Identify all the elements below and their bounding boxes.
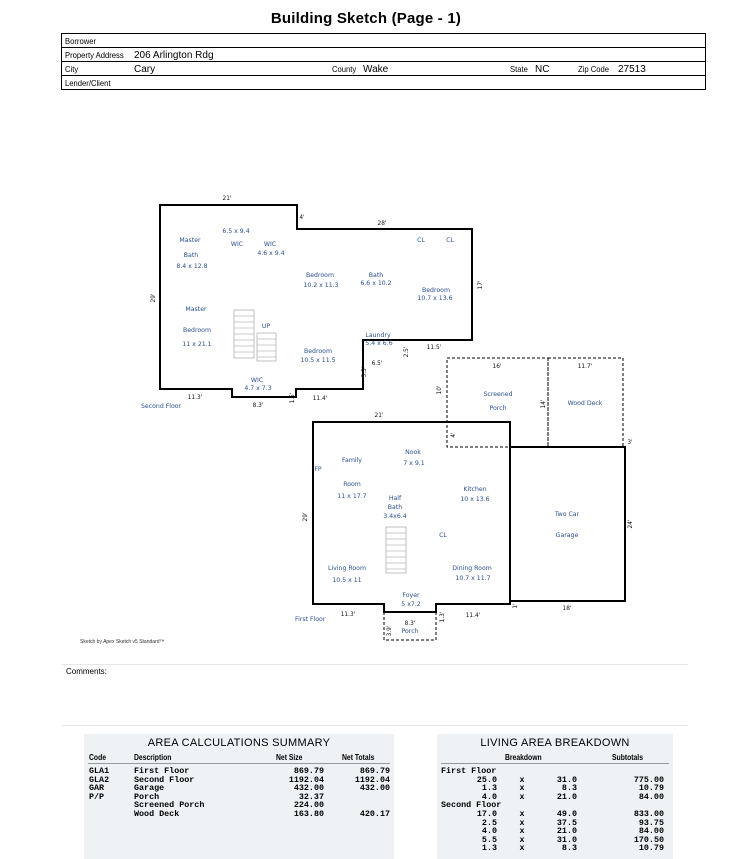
- breakdown-dim-a: 1.3: [481, 783, 497, 794]
- county-value: Wake: [363, 64, 389, 75]
- svg-text:10.5 x 11.5: 10.5 x 11.5: [300, 357, 336, 364]
- svg-text:16': 16': [492, 364, 502, 370]
- zip-value: 27513: [618, 64, 646, 75]
- svg-text:Foyer: Foyer: [402, 592, 420, 599]
- breakdown-dim-a: 1.3: [481, 843, 497, 854]
- breakdown-dim-a: 17.0: [476, 809, 497, 819]
- svg-text:2.5': 2.5': [404, 346, 410, 358]
- area-summary-cell: 1192.04: [354, 774, 390, 785]
- svg-text:Bath: Bath: [183, 252, 199, 259]
- svg-text:Bedroom: Bedroom: [183, 327, 211, 334]
- svg-text:Porch: Porch: [401, 628, 419, 635]
- svg-text:18': 18': [562, 606, 572, 612]
- area-summary-cell: 224.00: [293, 800, 324, 811]
- first-floor-stairs: [386, 527, 406, 573]
- svg-text:11 x 17.7: 11 x 17.7: [337, 493, 367, 500]
- svg-text:Family: Family: [342, 457, 362, 464]
- breakdown-subtotal: 84.00: [638, 791, 664, 802]
- svg-text:Bedroom: Bedroom: [306, 272, 334, 279]
- living-breakdown-title: LIVING AREA BREAKDOWN: [480, 737, 630, 749]
- area-summary-cell: 869.79: [359, 766, 390, 776]
- svg-text:Dining Room: Dining Room: [452, 565, 492, 572]
- breakdown-dim-b: 31.0: [556, 834, 577, 845]
- col-description: Description: [134, 753, 172, 762]
- svg-text:11.5': 11.5': [426, 345, 442, 351]
- front-porch-labels: [387, 621, 419, 636]
- header-rule: [88, 763, 390, 764]
- second-floor-dimensions: [151, 196, 484, 409]
- svg-text:1': 1': [513, 603, 519, 609]
- breakdown-subtotal: 10.79: [638, 783, 664, 794]
- svg-text:Bath: Bath: [368, 272, 384, 279]
- svg-text:10.5 x 11: 10.5 x 11: [332, 577, 362, 584]
- breakdown-times: x: [519, 826, 525, 837]
- county-label: County: [332, 64, 357, 74]
- svg-text:Half: Half: [388, 495, 402, 502]
- area-summary-cell: Porch: [134, 791, 160, 802]
- breakdown-times: x: [519, 843, 525, 854]
- svg-text:11.7': 11.7': [577, 364, 593, 370]
- svg-text:Bath: Bath: [387, 504, 403, 511]
- svg-text:Living Room: Living Room: [328, 565, 366, 572]
- area-summary-cell: GLA1: [89, 766, 110, 776]
- divider: [62, 725, 688, 726]
- area-summary-cell: Wood Deck: [134, 809, 180, 819]
- svg-text:WIC: WIC: [250, 377, 264, 384]
- svg-text:29': 29': [151, 293, 157, 303]
- svg-text:Bedroom: Bedroom: [422, 287, 450, 294]
- breakdown-subtotal: 10.79: [638, 843, 664, 854]
- area-summary-cell: 432.00: [359, 783, 390, 794]
- svg-text:29': 29': [303, 512, 309, 522]
- page-title: Building Sketch (Page - 1): [270, 10, 462, 27]
- svg-text:3.4x6.4: 3.4x6.4: [383, 513, 407, 520]
- area-summary-cell: Second Floor: [134, 774, 195, 785]
- svg-text:10 x 13.6: 10 x 13.6: [460, 496, 490, 503]
- breakdown-subtotal: 84.00: [638, 826, 664, 837]
- area-summary-cell: GAR: [89, 783, 105, 794]
- second-floor-rooms: [176, 228, 454, 395]
- first-floor-label: First Floor: [295, 616, 326, 623]
- area-summary-cell: Screened Porch: [134, 800, 205, 811]
- svg-text:Room: Room: [343, 481, 361, 488]
- svg-text:11 x 21.1: 11 x 21.1: [182, 341, 212, 348]
- breakdown-dim-a: 4.0: [481, 791, 497, 802]
- svg-text:Master: Master: [179, 237, 201, 244]
- header-rule: [441, 763, 669, 764]
- svg-text:Porch: Porch: [489, 405, 507, 412]
- breakdown-dim-a: 5.5: [481, 834, 497, 845]
- col-net-size: Net Size: [276, 753, 303, 762]
- svg-text:5 x7.2: 5 x7.2: [401, 601, 421, 608]
- col-breakdown: Breakdown: [505, 753, 542, 762]
- screened-porch-outline: [447, 358, 548, 447]
- svg-text:UP: UP: [261, 323, 271, 330]
- svg-text:Two Car: Two Car: [554, 511, 580, 518]
- svg-text:14': 14': [541, 399, 547, 409]
- breakdown-times: x: [519, 817, 525, 828]
- living-area-panel: [437, 734, 673, 859]
- svg-text:5.5': 5.5': [362, 366, 368, 378]
- state-value: NC: [535, 64, 550, 75]
- breakdown-subtotal: 170.50: [633, 834, 664, 845]
- breakdown-dim-b: 8.3: [561, 783, 577, 794]
- svg-text:11.3': 11.3': [187, 395, 203, 401]
- city-label: City: [65, 64, 79, 74]
- breakdown-group: First Floor: [441, 766, 497, 776]
- breakdown-group: Second Floor: [441, 800, 502, 811]
- address-label: Property Address: [65, 50, 124, 60]
- svg-text:11.4': 11.4': [465, 613, 481, 619]
- breakdown-times: x: [519, 774, 525, 785]
- svg-text:Screened: Screened: [483, 391, 513, 398]
- comments-label: Comments:: [66, 667, 107, 676]
- breakdown-dim-b: 49.0: [556, 809, 577, 819]
- svg-text:CL: CL: [446, 237, 454, 244]
- svg-text:4': 4': [299, 215, 305, 221]
- svg-text:8.4 x 12.8: 8.4 x 12.8: [176, 263, 208, 270]
- svg-text:Laundry: Laundry: [365, 332, 391, 339]
- breakdown-subtotal: 93.75: [638, 817, 664, 828]
- svg-text:6.5 x 9.4: 6.5 x 9.4: [222, 228, 250, 235]
- svg-text:4': 4': [451, 432, 457, 438]
- svg-text:8.3': 8.3': [252, 403, 264, 409]
- svg-text:4.7 x 7.3: 4.7 x 7.3: [244, 385, 272, 392]
- breakdown-times: x: [519, 791, 525, 802]
- area-summary-cell: Garage: [134, 783, 165, 794]
- second-floor-label: Second Floor: [141, 403, 182, 410]
- svg-text:CL: CL: [439, 532, 447, 539]
- area-summary-title: AREA CALCULATIONS SUMMARY: [147, 737, 331, 749]
- breakdown-dim-b: 31.0: [556, 774, 577, 785]
- area-summary-cell: 869.79: [293, 766, 324, 776]
- svg-text:7 x 9.1: 7 x 9.1: [403, 460, 425, 467]
- col-code: Code: [89, 753, 106, 762]
- sketch-credit: Sketch by Apex Sketch v5 Standard™: [80, 639, 165, 645]
- breakdown-dim-a: 25.0: [476, 774, 497, 785]
- svg-text:10': 10': [437, 385, 443, 395]
- svg-text:CL: CL: [417, 237, 425, 244]
- svg-text:6.5': 6.5': [371, 361, 383, 367]
- svg-text:5.4 x 6.6: 5.4 x 6.6: [365, 340, 393, 347]
- garage-labels: [554, 511, 634, 612]
- svg-text:3': 3': [627, 440, 633, 446]
- breakdown-times: x: [519, 834, 525, 845]
- area-summary-cell: GLA2: [89, 774, 110, 785]
- state-label: State: [510, 64, 528, 74]
- svg-text:10.7 x 13.6: 10.7 x 13.6: [417, 295, 453, 302]
- breakdown-times: x: [519, 809, 525, 819]
- area-summary-cell: 163.80: [293, 809, 324, 819]
- svg-text:WIC: WIC: [263, 241, 277, 248]
- svg-text:21': 21': [222, 196, 232, 202]
- svg-text:10.7 x 11.7: 10.7 x 11.7: [455, 575, 491, 582]
- area-summary-cell: P/P: [89, 791, 105, 802]
- svg-text:1.3': 1.3': [440, 611, 446, 623]
- svg-text:28': 28': [377, 221, 387, 227]
- breakdown-times: x: [519, 783, 525, 794]
- svg-text:Wood Deck: Wood Deck: [567, 400, 603, 407]
- zip-label: Zip Code: [578, 64, 610, 74]
- svg-text:WIC: WIC: [230, 241, 244, 248]
- area-summary-cell: 420.17: [359, 809, 390, 819]
- area-summary-cell: First Floor: [134, 766, 190, 776]
- divider: [62, 664, 688, 665]
- area-summary-cell: 32.37: [298, 791, 324, 802]
- city-value: Cary: [134, 64, 156, 75]
- svg-text:10.2 x 11.3: 10.2 x 11.3: [303, 282, 339, 289]
- breakdown-dim-b: 37.5: [556, 817, 577, 828]
- svg-text:Kitchen: Kitchen: [463, 486, 487, 493]
- breakdown-dim-a: 4.0: [481, 826, 497, 837]
- breakdown-dim-b: 21.0: [556, 791, 577, 802]
- svg-text:Master: Master: [185, 306, 207, 313]
- area-summary-cell: 432.00: [293, 783, 324, 794]
- svg-text:Nook: Nook: [405, 449, 421, 456]
- address-value: 206 Arlington Rdg: [134, 50, 214, 61]
- borrower-label: Borrower: [65, 36, 97, 46]
- svg-text:24': 24': [628, 519, 634, 529]
- svg-text:11.4': 11.4': [312, 396, 328, 402]
- garage-outline: [510, 447, 625, 601]
- svg-text:6.6 x 10.2: 6.6 x 10.2: [360, 280, 392, 287]
- col-net-totals: Net Totals: [342, 753, 375, 762]
- second-floor-stairs: [234, 310, 276, 361]
- svg-text:17': 17': [478, 280, 484, 290]
- svg-text:11.3': 11.3': [340, 612, 356, 618]
- lender-label: Lender/Client: [65, 78, 111, 88]
- area-calculations-panel: [84, 734, 394, 859]
- breakdown-subtotal: 775.00: [633, 774, 664, 785]
- svg-text:4.6 x 9.4: 4.6 x 9.4: [257, 250, 285, 257]
- breakdown-dim-a: 2.5: [481, 817, 497, 828]
- porch-deck-labels: [437, 364, 633, 446]
- breakdown-dim-b: 21.0: [556, 826, 577, 837]
- col-subtotals: Subtotals: [612, 753, 643, 762]
- svg-text:Bedroom: Bedroom: [304, 348, 332, 355]
- first-floor-dimensions: [303, 413, 519, 622]
- first-floor-rooms: [314, 449, 491, 608]
- breakdown-dim-b: 8.3: [561, 843, 577, 854]
- svg-text:Garage: Garage: [555, 532, 579, 539]
- svg-text:3.9': 3.9': [387, 625, 393, 637]
- svg-text:1.5': 1.5': [290, 392, 296, 404]
- svg-text:8.3': 8.3': [404, 621, 416, 627]
- svg-text:FP: FP: [314, 466, 322, 473]
- breakdown-subtotal: 833.00: [633, 809, 664, 819]
- area-summary-cell: 1192.04: [288, 774, 324, 785]
- svg-text:21': 21': [374, 413, 384, 419]
